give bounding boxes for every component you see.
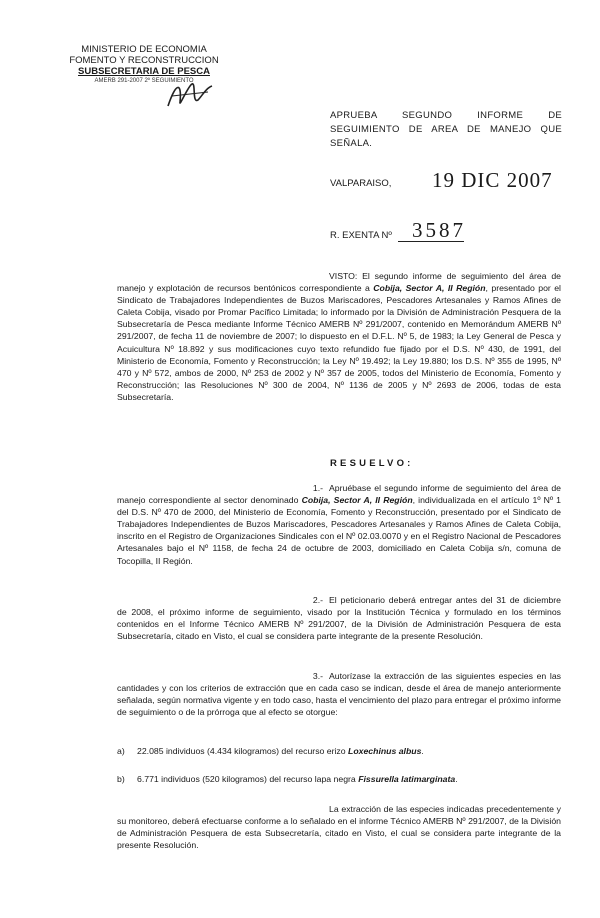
resolution-label: R. EXENTA Nº <box>330 230 392 241</box>
resolutive-2: 2.- El peticionario deberá entregar antes del 31 de diciembre de 2008, el próximo informe de seguimiento, visado por la Institución Técnica y formulado en los términos contenidos en el Informe Técnico AMERB Nº 291/2007, de la División de Administración Pesquera de esta Subsecretaría, citado en Visto, el cual se considera parte integrante de la presente Resolución. <box>117 595 561 642</box>
date-city: VALPARAISO, <box>330 178 392 189</box>
date-stamp: 19 DIC 2007 <box>432 168 553 192</box>
ministry-name: MINISTERIO DE ECONOMIA <box>81 44 207 55</box>
list-item: a) 22.085 individuos (4.434 kilogramos) del recurso erizo Loxechinus albus. <box>117 746 424 756</box>
resolutive-3: 3.- Autorízase la extracción de las siguientes especies en las cantidades y con los criterios de extracción que en cada caso se indican, desde el área de manejo anteriormente señalada, según normativa vigente y en todo caso, hasta el vencimiento del plazo para entregar el próximo informe de seguimiento o de la prórroga que al efecto se otorgue: <box>117 671 562 718</box>
resuelvo-heading: RESUELVO: <box>330 458 414 469</box>
file-reference: AMERB 291-2007 2º SEGUIMIENTO <box>94 78 194 84</box>
signature-initials <box>162 78 216 112</box>
resolution-number-underline <box>398 241 464 242</box>
ministry-name-2: FOMENTO Y RECONSTRUCCION <box>69 55 219 66</box>
closing-paragraph: La extracción de las especies indicadas precedentemente y su monitoreo, deberá efectuarse conforme a lo señalado en el informe Técnico AMERB Nº 291/2007, de la División de Administración Pesquera de esta Subsecretaría, citado en Visto, el cual se considera parte integrante de la presente Resolución. <box>117 804 562 851</box>
resolutive-1: 1.- Apruébase el segundo informe de seguimiento del área de manejo correspondiente al sector denominado Cobija, Sector A, II Región, individualizada en el artículo 1º Nº 1 del D.S. Nº 470 de 2000, del Ministerio de Economía, Fomento y Reconstrucción, presentado por el Sindicato de Trabajadores Independientes de Buzos Mariscadores, Pescadores Artesanales y Ramos Afines de Caleta Cobija, inscrito en el Registro de Organizaciones Sindicales con el Nº 02.03.0070 y en el Registro Nacional de Pescadores Artesanales bajo el Nº 1158, de fecha 24 de octubre de 2003, domiciliado en Caleta Cobija s/n, comuna de Tocopilla, II Región. <box>117 483 561 566</box>
list-item: b) 6.771 individuos (520 kilogramos) del recurso lapa negra Fissurella latimarginata. <box>117 774 458 784</box>
resolution-title: APRUEBA SEGUNDO INFORME DE SEGUIMIENTO DE AREA DE MANEJO QUE SEÑALA. <box>330 110 562 149</box>
resolution-number: 3587 <box>412 218 466 242</box>
visto-paragraph: VISTO: El segundo informe de seguimiento del área de manejo y explotación de recursos bentónicos correspondiente a Cobija, Sector A, II Región, presentado por el Sindicato de Trabajadores Independientes de Buzos Mariscadores, Pescadores Artesanales y Ramos Afines de Caleta Cobija, visado por Promar Pacífico Limitada; lo informado por la División de Administración Pesquera de la Subsecretaría de Pesca mediante Informe Técnico AMERB Nº 291/2007, contenido en Memorándum AMERB Nº 291/2007, de fecha 11 de noviembre de 2007; lo dispuesto en el D.F.L. Nº 5, de 1983; la Ley General de Pesca y Acuicultura Nº 18.892 y sus modificaciones cuyo texto refundido fue fijado por el D.S. Nº 430, de 1991, del Ministerio de Economía, Fomento y Reconstrucción; la Ley Nº 19.492; la Ley 19.880; los D.S. Nº 355 de 1995, Nº 470 y Nº 572, ambos de 2000, Nº 253 de 2002 y Nº 357 de 2005, todos del Ministerio de Economía, Fomento y Reconstrucción; las Resoluciones Nº 300 de 2004, Nº 1136 de 2005 y Nº 2693 de 2006, todas de esta Subsecretaría. <box>117 271 561 402</box>
undersecretariat-name: SUBSECRETARIA DE PESCA <box>78 66 210 77</box>
